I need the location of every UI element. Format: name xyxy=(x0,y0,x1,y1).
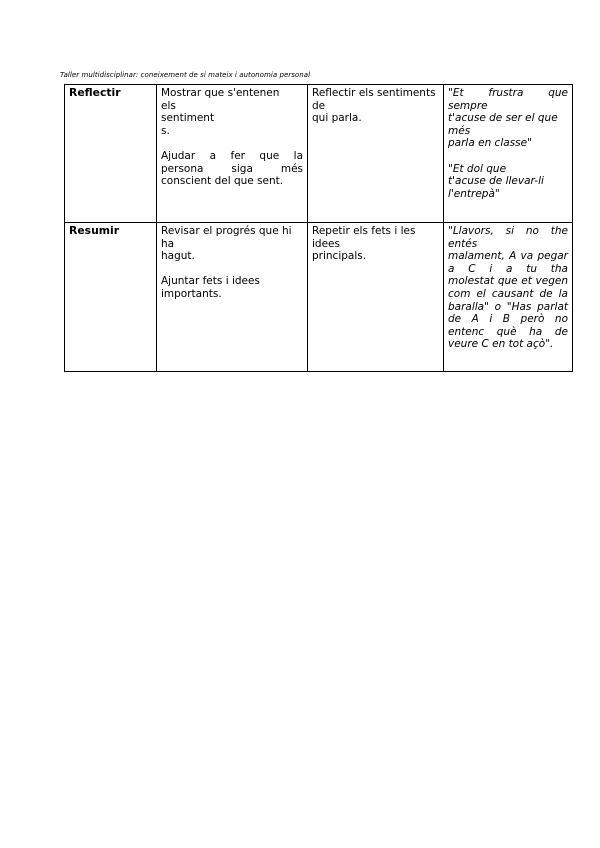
text-line: principals. xyxy=(312,250,367,263)
text-line: persona siga més xyxy=(161,162,303,175)
text-line: ha xyxy=(161,237,175,250)
text-line: Repetir els fets i les xyxy=(312,225,416,237)
text-line: idees xyxy=(312,237,340,250)
text-line: com el causant de la xyxy=(448,287,568,300)
skill-title: Reflectir xyxy=(69,86,121,99)
text-line: importants. xyxy=(161,287,222,300)
text-line: sempre xyxy=(448,99,488,112)
text-line: els xyxy=(161,99,176,112)
text-line: entés xyxy=(448,237,478,250)
text-line: a C i a tu tha xyxy=(448,262,568,275)
text-line: "Llavors, si no the xyxy=(448,225,568,237)
text-line: hagut. xyxy=(161,250,195,263)
text-line: "Et dol que xyxy=(448,162,507,175)
text-line: t'acuse de llevar-li xyxy=(448,175,544,188)
paragraph-gap xyxy=(161,137,303,150)
paragraph-gap xyxy=(161,263,303,276)
text-line: més xyxy=(448,124,471,137)
text-line: de xyxy=(312,99,326,112)
table-row xyxy=(65,223,573,372)
text-line: qui parla. xyxy=(312,112,362,125)
text-line: baralla" o "Has parlat xyxy=(448,300,568,313)
example-cell xyxy=(444,85,573,223)
how-cell xyxy=(308,85,444,223)
text-line: conscient del que sent. xyxy=(161,175,284,188)
text-line: veure C en tot açò". xyxy=(448,338,554,351)
text-line: Ajudar a fer que la xyxy=(161,149,303,162)
text-line: Revisar el progrés que hi xyxy=(161,225,292,237)
text-line: parla en classe" xyxy=(448,137,532,150)
paragraph-gap xyxy=(448,150,568,163)
text-line: "Et frustra que xyxy=(448,87,568,99)
table-row xyxy=(65,85,573,223)
skill-title: Resumir xyxy=(69,224,120,237)
what-cell xyxy=(157,223,308,372)
text-line: Mostrar que s'entenen xyxy=(161,87,280,99)
text-line: s. xyxy=(161,124,170,137)
what-cell xyxy=(157,85,308,223)
text-line: l'entrepà" xyxy=(448,187,500,200)
skills-table xyxy=(64,84,573,372)
text-line: molestat que et vegen xyxy=(448,275,568,288)
text-line: entenc què ha de xyxy=(448,325,568,338)
skill-cell xyxy=(65,223,157,372)
how-cell xyxy=(308,223,444,372)
text-line: de A i B però no xyxy=(448,313,568,326)
text-line: t'acuse de ser el que xyxy=(448,112,558,125)
text-line: malament, A va pegar xyxy=(448,250,568,263)
running-header: Taller multidisciplinar: coneixement de si mateix i autonomia personal xyxy=(60,71,311,79)
text-line: sentiment xyxy=(161,112,215,125)
text-line: Reflectir els sentiments xyxy=(312,87,436,99)
example-cell xyxy=(444,223,573,372)
skill-cell xyxy=(65,85,157,223)
text-line: Ajuntar fets i idees xyxy=(161,275,260,288)
